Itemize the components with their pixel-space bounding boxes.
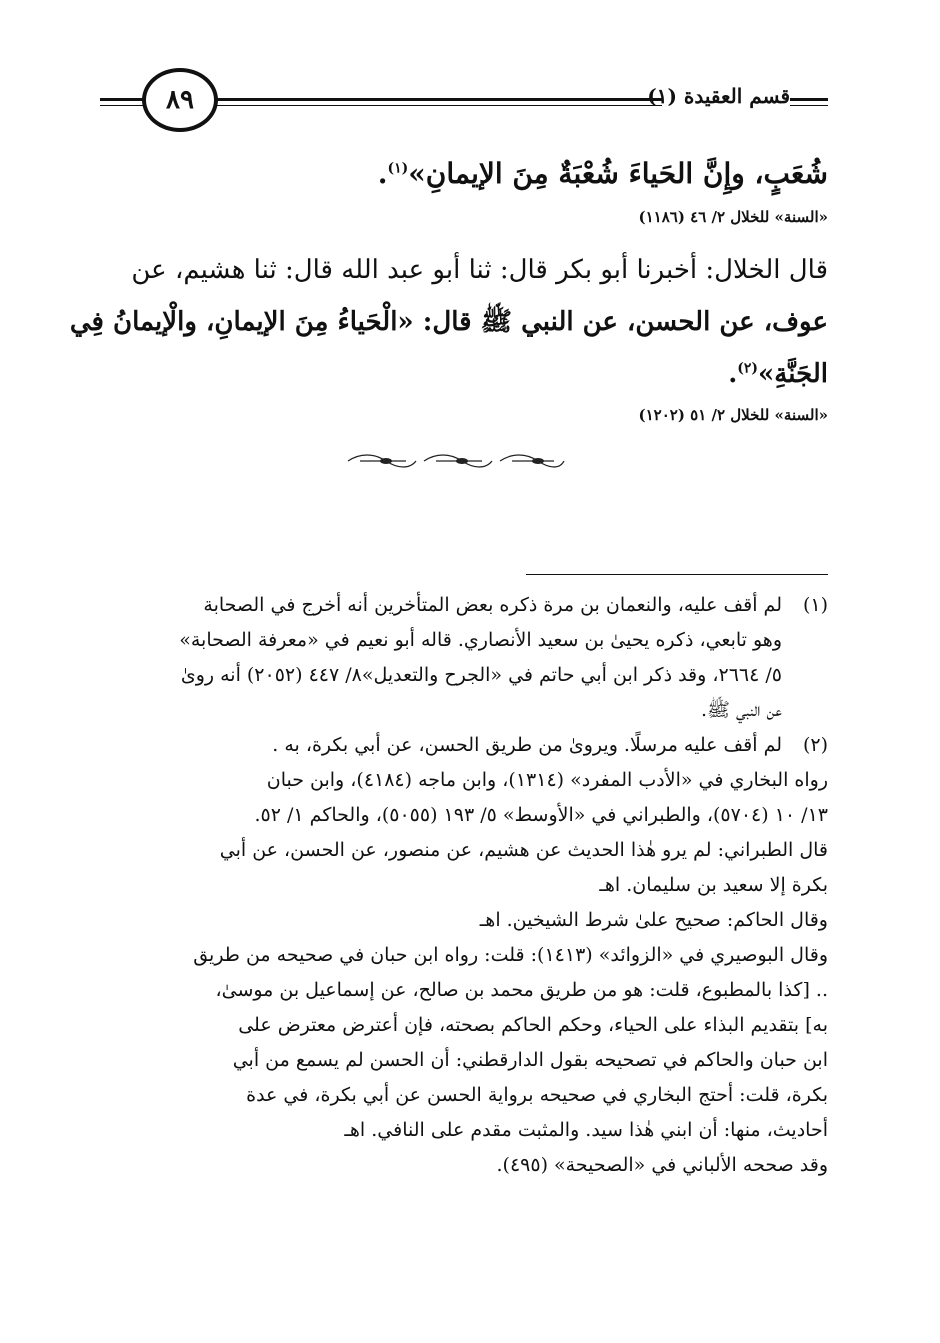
footnote-line: رواه البخاري في «الأدب المفرد» (١٣١٤)، وابن ماجه (٤١٨٤)، وابن حبان — [266, 769, 828, 791]
hadith-line: عوف، عن الحسن، عن النبي ﷺ قال: «الْحَياءُ مِنَ الإيمانِ، والْإيمانُ فِي — [69, 307, 828, 337]
header-rule — [212, 105, 662, 106]
hadith-line: شُعَبٍ، وإِنَّ الحَياءَ شُعْبَةٌ مِنَ الإيمانِ» — [408, 157, 828, 190]
footnote-marker: (١) — [387, 160, 409, 177]
footnote-number: (١) — [802, 594, 828, 616]
footnote-line: ابن حبان والحاكم في تصحيحه بقول الدارقطني: أن الحسن لم يسمع من أبي — [232, 1049, 828, 1071]
header-rule — [212, 98, 662, 101]
hadith-text-2 — [69, 244, 828, 400]
footnote-line: عن النبي ﷺ. — [700, 699, 782, 721]
header-rule — [790, 98, 828, 101]
hadith-line: الجَنَّةِ» — [758, 359, 828, 389]
source-reference-2: «السنة» للخلال ٢/ ٥١ (١٢٠٢) — [638, 406, 828, 424]
footnote-line: لم أقف عليه مرسلًا. ويروىٰ من طريق الحسن، عن أبي بكرة، به . — [272, 734, 782, 756]
page-header — [100, 66, 828, 138]
footnote-2-continuation — [100, 763, 828, 1183]
footnote-line: بكرة إلا سعيد بن سليمان. اهـ — [599, 874, 828, 896]
hadith-text-1 — [100, 148, 828, 200]
footnotes — [100, 588, 828, 1183]
footnote-line: به] بتقديم البذاء على الحياء، وحكم الحاكم بصحته، فإن أعترض معترض على — [238, 1014, 828, 1036]
footnote-line: وقد صححه الألباني في «الصحيحة» (٤٩٥). — [496, 1154, 828, 1176]
footnote-line: ٥/ ٢٦٦٤، وقد ذكر ابن أبي حاتم في «الجرح والتعديل»٨/ ٤٤٧ (٢٠٥٢) أنه روىٰ — [180, 664, 782, 686]
footnote-line: أحاديث، منها: أن ابني هٰذا سيد. والمثبت مقدم على النافي. اهـ — [344, 1119, 828, 1141]
footnote-line: بكرة، قلت: أحتج البخاري في صحيحه برواية الحسن عن أبي بكرة، في عدة — [246, 1084, 828, 1106]
footnote-marker: (٢) — [737, 360, 759, 377]
footnote-line: ١٣/ ١٠ (٥٧٠٤)، والطبراني في «الأوسط» ٥/ ١٩٣ (٥٠٥٥)، والحاكم ١/ ٥٢. — [254, 804, 828, 826]
section-title: قسم العقيدة (١) — [647, 84, 790, 108]
footnote-line: قال الطبراني: لم يرو هٰذا الحديث عن هشيم، عن منصور، عن الحسن، عن أبي — [219, 839, 828, 861]
footnote-2 — [100, 728, 828, 763]
footnote-number: (٢) — [802, 734, 828, 756]
ornament-divider-icon — [340, 450, 570, 472]
footnote-separator — [526, 574, 828, 575]
page-number: ٨٩ — [142, 68, 218, 132]
header-rule — [790, 105, 828, 106]
period: . — [377, 157, 388, 190]
footnote-line: وقال البوصيري في «الزوائد» (١٤١٣): قلت: رواه ابن حبان في صحيحه من طريق — [193, 944, 828, 966]
footnote-1 — [100, 588, 828, 728]
footnote-line: وقال الحاكم: صحيح علىٰ شرط الشيخين. اهـ — [479, 909, 828, 931]
hadith-line: قال الخلال: أخبرنا أبو بكر قال: ثنا أبو عبد الله قال: ثنا هشيم، عن — [131, 255, 828, 285]
footnote-line: وهو تابعي، ذكره يحيىٰ بن سعيد الأنصاري. قاله أبو نعيم في «معرفة الصحابة» — [179, 629, 782, 651]
footnote-line: .. [كذا بالمطبوع، قلت: هو من طريق محمد بن صالح، عن إسماعيل بن موسىٰ، — [215, 979, 828, 1001]
footnote-line: لم أقف عليه، والنعمان بن مرة ذكره بعض المتأخرين أنه أخرج في الصحابة — [203, 594, 782, 616]
period: . — [728, 359, 738, 389]
hadith-line-end — [100, 348, 828, 400]
source-reference-1: «السنة» للخلال ٢/ ٤٦ (١١٨٦) — [638, 208, 828, 226]
